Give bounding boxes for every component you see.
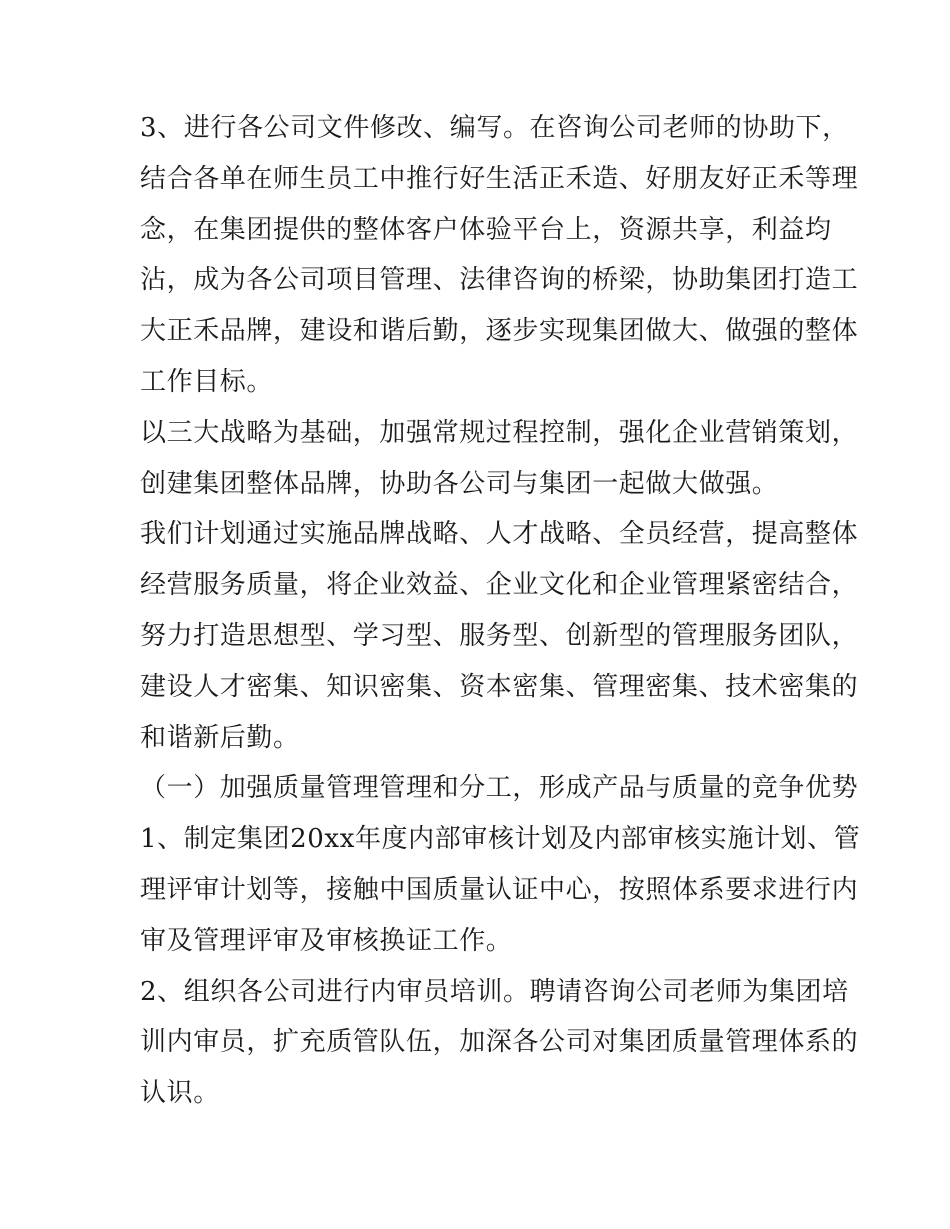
text-line: 2、组织各公司进行内审员培训。聘请咨询公司老师为集团培 bbox=[140, 976, 849, 1007]
text-line: 念，在集团提供的整体客户体验平台上，资源共享，利益均 bbox=[140, 214, 832, 245]
text-line: 以三大战略为基础，加强常规过程控制，强化企业营销策划， bbox=[140, 417, 859, 448]
text-line: 和谐新后勤。 bbox=[140, 722, 300, 753]
text-line: 沾，成为各公司项目管理、法律咨询的桥梁，协助集团打造工 bbox=[140, 265, 859, 296]
text-line: 审及管理评审及审核换证工作。 bbox=[140, 925, 513, 956]
text-line: 经营服务质量，将企业效益、企业文化和企业管理紧密结合， bbox=[140, 570, 859, 601]
text-line: 建设人才密集、知识密集、资本密集、管理密集、技术密集的 bbox=[140, 671, 859, 702]
section-heading: （一）加强质量管理管理和分工，形成产品与质量的竞争优势 bbox=[140, 773, 859, 804]
text-line: 大正禾品牌，建设和谐后勤，逐步实现集团做大、做强的整体 bbox=[140, 316, 859, 347]
text-line: 1、制定集团20xx年度内部审核计划及内部审核实施计划、管 bbox=[140, 824, 861, 855]
text-line: 创建集团整体品牌，协助各公司与集团一起做大做强。 bbox=[140, 468, 779, 499]
text-line: 我们计划通过实施品牌战略、人才战略、全员经营，提高整体 bbox=[140, 519, 859, 550]
text-line: 训内审员，扩充质管队伍，加深各公司对集团质量管理体系的 bbox=[140, 1027, 859, 1058]
document-body bbox=[140, 103, 861, 1119]
text-line: 工作目标。 bbox=[140, 366, 274, 397]
text-line: 认识。 bbox=[140, 1078, 220, 1109]
text-line: 3、进行各公司文件修改、编写。在咨询公司老师的协助下， bbox=[140, 113, 849, 143]
text-line: 努力打造思想型、学习型、服务型、创新型的管理服务团队， bbox=[140, 620, 859, 651]
text-line: 理评审计划等，接触中国质量认证中心，按照体系要求进行内 bbox=[140, 874, 859, 905]
text-line: 结合各单在师生员工中推行好生活正禾造、好朋友好正禾等理 bbox=[140, 163, 859, 194]
